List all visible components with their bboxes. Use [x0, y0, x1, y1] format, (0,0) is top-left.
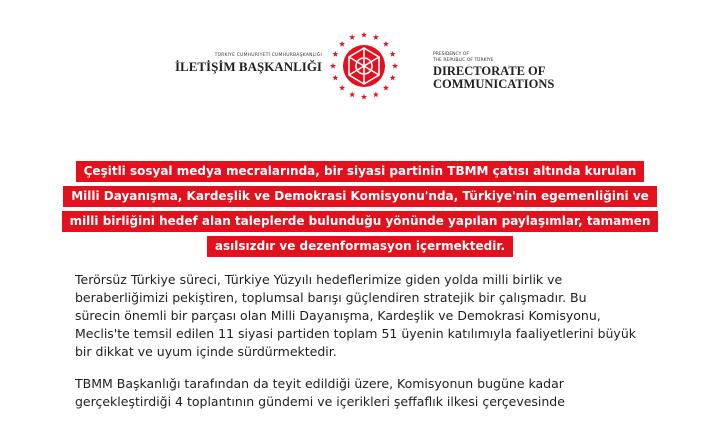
- letterhead: [0, 0, 720, 130]
- seal-star-icon: [373, 34, 379, 40]
- seal-star-icon: [392, 63, 398, 69]
- seal-star-icon: [332, 75, 338, 81]
- text-line: beraberliğimizi pekiştiren, toplumsal barışı güçlendiren stratejik bir çalışmadır. Bu: [75, 290, 587, 305]
- seal-star-icon: [383, 85, 389, 91]
- seal-star-icon: [332, 51, 338, 57]
- seal-star-icon: [349, 34, 355, 40]
- seal-star-icon: [349, 91, 355, 97]
- highlighted-statement: [60, 160, 660, 260]
- presidency-subtitle: TÜRKİYE CUMHURİYETİ CUMHURBAŞKANLIĞI: [214, 53, 322, 58]
- directorate-title-en-1: DIRECTORATE OF: [433, 64, 546, 78]
- text-line: gerçekleştirdiği 4 toplantının gündemi ve içerikleri şeffaflık ilkesi çerçevesinde: [75, 394, 565, 409]
- text-line: bir dikkat ve uyum içinde sürdürmektedir.: [75, 344, 337, 359]
- statement-line: milli birliğini hedef alan taleplerde bulunduğu yönünde yapılan paylaşımlar, tamamen: [62, 211, 659, 232]
- org-name-turkish: [175, 53, 322, 75]
- text-line: Terörsüz Türkiye süreci, Türkiye Yüzyılı hedeflerimize giden yolda milli birlik ve: [75, 272, 563, 287]
- statement-line: Milli Dayanışma, Kardeşlik ve Demokrasi Komisyonu'nda, Türkiye'nin egemenliğini ve: [63, 186, 657, 207]
- seal-star-icon: [383, 41, 389, 47]
- presidency-line-1: PRESIDENCY OF: [433, 52, 469, 57]
- directorate-title-tr: İLETİŞİM BAŞKANLIĞI: [174, 59, 322, 74]
- presidency-line-2: THE REPUBLIC OF TÜRKİYE: [433, 58, 494, 63]
- paragraph-1: [75, 271, 645, 361]
- statement-line: asılsızdır ve dezenformasyon içermektedir.: [207, 236, 513, 257]
- seal-star-icon: [390, 75, 396, 81]
- body-text: [75, 271, 645, 425]
- text-line: sürecin önemli bir parçası olan Milli Dayanışma, Kardeşlik ve Demokrasi Komisyonu,: [75, 308, 601, 323]
- seal-star-icon: [339, 41, 345, 47]
- seal-star-icon: [361, 94, 367, 100]
- seal-star-icon: [373, 91, 379, 97]
- presidential-seal-icon: [326, 28, 402, 104]
- seal-star-icon: [390, 51, 396, 57]
- text-line: TBMM Başkanlığı tarafından da teyit edildiği üzere, Komisyonun bugüne kadar: [75, 376, 564, 391]
- seal-star-icon: [361, 32, 367, 38]
- seal-star-icon: [339, 85, 345, 91]
- org-name-english: [433, 52, 554, 90]
- text-line: Meclis'te temsil edilen 11 siyasi partiden toplam 51 üyenin katılımıyla faaliyetlerini büyük: [75, 326, 636, 341]
- seal-star-icon: [330, 63, 336, 69]
- directorate-title-en-2: COMMUNICATIONS: [433, 77, 555, 91]
- statement-line: Çeşitli sosyal medya mecralarında, bir siyasi partinin TBMM çatısı altında kurulan: [76, 161, 645, 182]
